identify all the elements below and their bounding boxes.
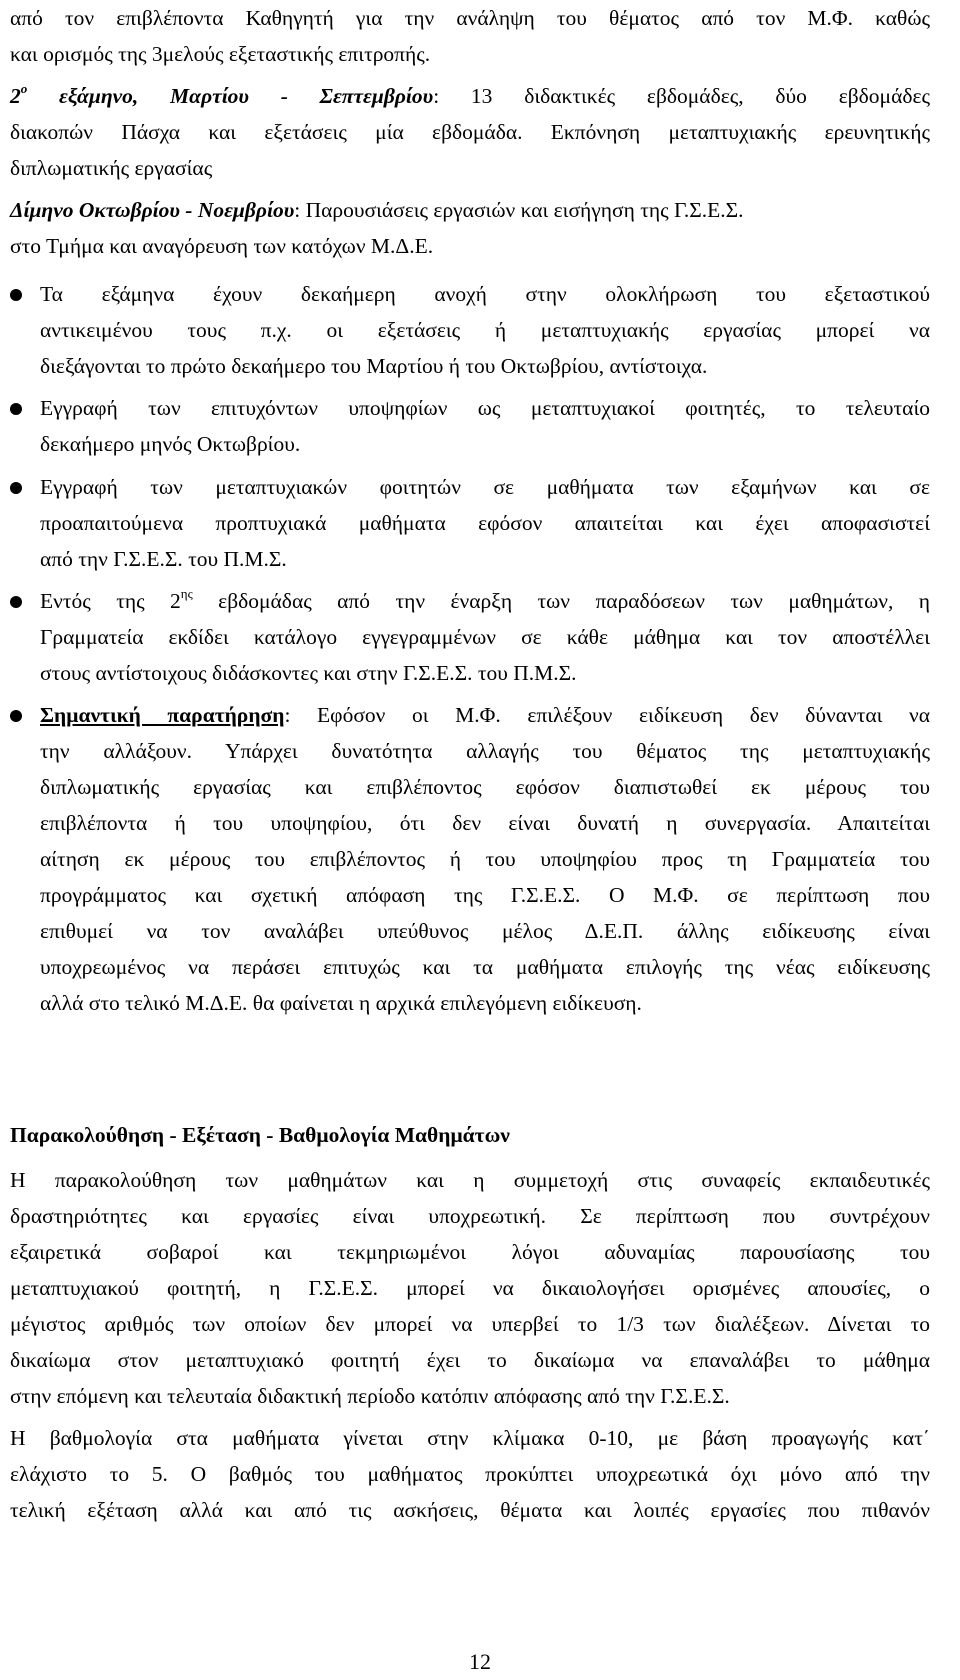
- bullet-line: Εγγραφή των μεταπτυχιακών φοιτητών σε μαθήματα των εξαμήνων και σε: [40, 475, 930, 499]
- paragraph-line: μεταπτυχιακού φοιτητή, η Γ.Σ.Ε.Σ. μπορεί να δικαιολογήσει ορισμένες απουσίες, ο: [10, 1276, 930, 1300]
- important-note-label: Σημαντική παρατήρηση: [40, 703, 285, 727]
- bullet-line: προγράμματος και σχετική απόφαση της Γ.Σ.Ε.Σ. Ο Μ.Φ. σε περίπτωση που: [40, 883, 930, 907]
- bullet-line: αντικειμένου τους π.χ. οι εξετάσεις ή μεταπτυχιακής εργασίας μπορεί να: [40, 318, 930, 342]
- bullet-line: Τα εξάμηνα έχουν δεκαήμερη ανοχή στην ολοκλήρωση του εξεταστικού: [40, 282, 930, 306]
- bullet-line: επιβλέποντα ή του υποψηφίου, ότι δεν είναι δυνατή η συνεργασία. Απαιτείται: [40, 811, 930, 835]
- paragraph-line: εξαιρετικά σοβαροί και τεκμηριωμένοι λόγοι αδυναμίας παρουσίασης του: [10, 1240, 930, 1264]
- paragraph-line: Η παρακολούθηση των μαθημάτων και η συμμετοχή στις συναφείς εκπαιδευτικές: [10, 1168, 930, 1192]
- bullet-line: διεξάγονται το πρώτο δεκαήμερο του Μαρτίου ή του Οκτωβρίου, αντίστοιχα.: [40, 354, 708, 378]
- paragraph-line: δικαίωμα στον μεταπτυχιακό φοιτητή έχει το δικαίωμα να επαναλάβει το μάθημα: [10, 1348, 930, 1372]
- semester2-line: $2^o$ εξάμηνο, Μαρτίου - Σεπτεμβρίου: 13 διδακτικές εβδομάδες, δύο εβδομάδες: [10, 80, 931, 108]
- bullet-line: διπλωματικής εργασίας και επιβλέποντος εφόσον διαπιστωθεί εκ μέρους του: [40, 775, 930, 799]
- bullet-icon: [10, 596, 22, 608]
- paragraph-line: μέγιστος αριθμός των οποίων δεν μπορεί να υπερβεί το 1/3 των διαλέξεων. Δίνεται το: [10, 1312, 930, 1336]
- section-heading: Παρακολούθηση - Εξέταση - Βαθμολογία Μαθημάτων: [10, 1123, 510, 1147]
- bimester-line: Δίμηνο Οκτωβρίου - Νοεμβρίου: Παρουσιάσεις εργασιών και εισήγηση της Γ.Σ.Ε.Σ.: [10, 198, 744, 222]
- bullet-line: στους αντίστοιχους διδάσκοντες και στην Γ.Σ.Ε.Σ. του Π.Μ.Σ.: [40, 661, 577, 685]
- paragraph-line: Η βαθμολογία στα μαθήματα γίνεται στην κλίμακα 0-10, με βάση προαγωγής κατ΄: [10, 1426, 930, 1450]
- semester2-label: $2^o$ εξάμηνο, Μαρτίου - Σεπτεμβρίου: [10, 80, 434, 108]
- bullet-line: Σημαντική παρατήρηση: Εφόσον οι Μ.Φ. επιλέξουν ειδίκευση δεν δύνανται να: [40, 703, 930, 727]
- bullet-line: αλλά στο τελικό Μ.Δ.Ε. θα φαίνεται η αρχικά επιλεγόμενη ειδίκευση.: [40, 991, 642, 1015]
- bullet-icon: [10, 403, 22, 415]
- bullet-line: αίτηση εκ μέρους του επιβλέποντος ή του υποψηφίου προς τη Γραμματεία του: [40, 847, 930, 871]
- semester2-line: διπλωματικής εργασίας: [10, 156, 213, 180]
- paragraph-line: στην επόμενη και τελευταία διδακτική περίοδο κατόπιν απόφασης από την Γ.Σ.Ε.Σ.: [10, 1384, 730, 1408]
- bullet-line: Εγγραφή των επιτυχόντων υποψηφίων ως μεταπτυχιακοί φοιτητές, το τελευταίο: [40, 396, 930, 420]
- bullet-line: Εντός της $2^{\eta\varsigma}$ εβδομάδας από την έναρξη των παραδόσεων των μαθημάτων, η: [40, 585, 931, 613]
- semester2-line: διακοπών Πάσχα και εξετάσεις μία εβδομάδα. Εκπόνηση μεταπτυχιακής ερευνητικής: [10, 120, 930, 144]
- bullet-icon: [10, 289, 22, 301]
- bimester-line: στο Τμήμα και αναγόρευση των κατόχων Μ.Δ.Ε.: [10, 234, 434, 258]
- bullet-line: από την Γ.Σ.Ε.Σ. του Π.Μ.Σ.: [40, 547, 287, 571]
- bullet-line: Γραμματεία εκδίδει κατάλογο εγγεγραμμένων σε κάθε μάθημα και τον αποστέλλει: [40, 625, 930, 649]
- bullet-icon: [10, 482, 22, 494]
- bullet-line: δεκαήμερο μηνός Οκτωβρίου.: [40, 432, 301, 456]
- bullet-line: την αλλάξουν. Υπάρχει δυνατότητα αλλαγής του θέματος της μεταπτυχιακής: [40, 739, 930, 763]
- bullet-line: προαπαιτούμενα προπτυχιακά μαθήματα εφόσον απαιτείται και έχει αποφασιστεί: [40, 511, 930, 535]
- bullet-line: επιθυμεί να τον αναλάβει υπεύθυνος μέλος Δ.Ε.Π. άλλης ειδίκευσης είναι: [40, 919, 930, 943]
- bimester-label: Δίμηνο Οκτωβρίου - Νοεμβρίου: [10, 198, 295, 222]
- page-number: 12: [469, 1649, 491, 1674]
- intro-line: από τον επιβλέποντα Καθηγητή για την ανάληψη του θέματος από τον Μ.Φ. καθώς: [10, 6, 930, 30]
- intro-line: και ορισμός της 3μελούς εξεταστικής επιτροπής.: [10, 42, 431, 66]
- paragraph-line: τελική εξέταση αλλά και από τις ασκήσεις, θέματα και λοιπές εργασίες που πιθανόν: [10, 1498, 930, 1522]
- bullet-line: υποχρεωμένος να περάσει επιτυχώς και τα μαθήματα επιλογής της νέας ειδίκευσης: [40, 955, 930, 979]
- paragraph-line: δραστηριότητες και εργασίες είναι υποχρεωτική. Σε περίπτωση που συντρέχουν: [10, 1204, 930, 1228]
- paragraph-line: ελάχιστο το 5. Ο βαθμός του μαθήματος προκύπτει υποχρεωτικά όχι μόνο από την: [10, 1462, 930, 1486]
- bullet-icon: [10, 710, 22, 722]
